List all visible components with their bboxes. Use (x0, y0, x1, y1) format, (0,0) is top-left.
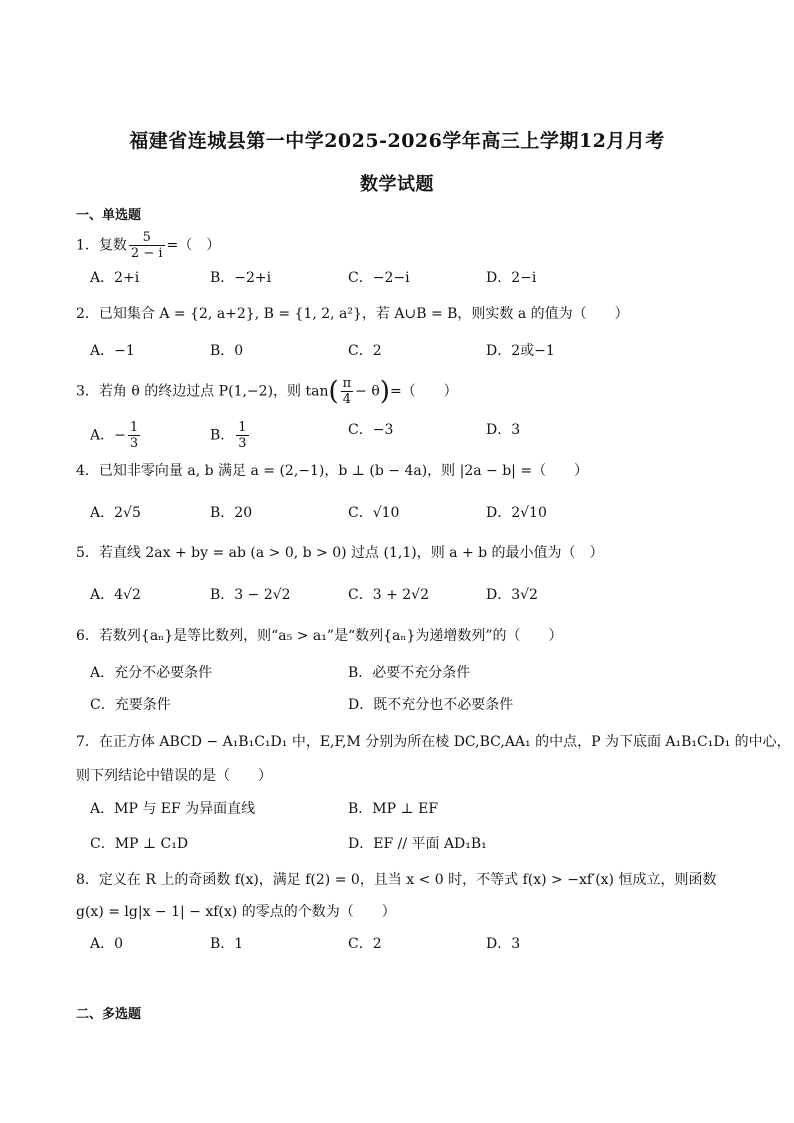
q1-option-b[interactable]: B．−2+i (210, 270, 272, 286)
q2-option-c[interactable]: C．2 (348, 343, 382, 359)
question-3-fraction (341, 376, 354, 407)
question-8-stem-line2: g(x) = lg|x − 1| − xf(x) 的零点的个数为（ ） (76, 904, 396, 920)
question-1-options (90, 268, 730, 288)
fraction-numerator: 5 (129, 230, 165, 246)
question-5-stem: 5．若直线 2ax + by = ab (a > 0, b > 0) 过点 (1,1)，则 a + b 的最小值为（ ） (76, 545, 604, 561)
q4-option-a[interactable]: A．2√5 (90, 505, 141, 521)
q6-option-b[interactable]: B．必要不充分条件 (348, 665, 471, 681)
fraction-numerator: 1 (129, 420, 139, 435)
q8-option-c[interactable]: C．2 (348, 936, 382, 952)
question-1-suffix: =（ ） (166, 237, 221, 254)
section-heading-single-choice: 一、单选题 (76, 208, 142, 223)
q1-option-d[interactable]: D．2−i (486, 270, 537, 286)
question-6-options-row1 (90, 663, 730, 683)
question-3-stem (76, 376, 458, 407)
q5-option-b[interactable]: B．3 − 2√2 (210, 587, 291, 603)
q1-option-a[interactable]: A．2+i (90, 270, 140, 286)
q3-option-c[interactable]: C．−3 (348, 422, 394, 438)
q8-option-b[interactable]: B．1 (210, 936, 244, 952)
exam-title: 福建省连城县第一中学2025-2026学年高三上学期12月月考 (129, 130, 665, 152)
q3-option-b-fraction (236, 420, 248, 451)
q7-option-d[interactable]: D．EF // 平面 AD₁B₁ (348, 836, 487, 852)
q2-option-d[interactable]: D．2或−1 (486, 343, 555, 359)
question-8-options (90, 934, 730, 954)
open-paren: ( (328, 376, 339, 407)
q5-option-d[interactable]: D．3√2 (486, 587, 538, 603)
q3-option-a-fraction (128, 420, 140, 451)
fraction-denominator: 3 (129, 436, 139, 451)
q4-option-b[interactable]: B．20 (210, 505, 253, 521)
question-7-options-row2 (90, 834, 730, 854)
q6-option-a[interactable]: A．充分不必要条件 (90, 665, 213, 681)
question-1-fraction (129, 230, 165, 261)
q7-option-b[interactable]: B．MP ⊥ EF (348, 801, 439, 817)
question-1-prefix: 1．复数 (76, 237, 127, 254)
q3-option-b[interactable] (210, 420, 251, 451)
q8-option-a[interactable]: A．0 (90, 936, 124, 952)
q5-option-a[interactable]: A．4√2 (90, 587, 141, 603)
q2-option-a[interactable]: A．−1 (90, 343, 135, 359)
fraction-denominator: 4 (342, 392, 352, 407)
question-8-stem-line1: 8．定义在 R 上的奇函数 f(x)，满足 f(2) = 0，且当 x < 0 时，不等式 f(x) > −xf′(x) 恒成立，则函数 (76, 872, 717, 888)
question-3-prefix: 3．若角 θ 的终边过点 P(1,−2)，则 tan (76, 383, 329, 400)
q5-option-c[interactable]: C．3 + 2√2 (348, 587, 429, 603)
question-3-suffix: =（ ） (389, 383, 458, 400)
q7-option-c[interactable]: C．MP ⊥ C₁D (90, 836, 189, 852)
question-4-options (90, 503, 730, 523)
fraction-denominator: 2 − i (130, 246, 163, 261)
exam-subtitle: 数学试题 (360, 174, 434, 195)
question-2-stem: 2．已知集合 A = {2, a+2}, B = {1, 2, a²}，若 A∪B = B，则实数 a 的值为（ ） (76, 306, 629, 322)
question-7-stem-line2: 则下列结论中错误的是（ ） (76, 768, 272, 784)
q2-option-b[interactable]: B．0 (210, 343, 244, 359)
close-paren: ) (379, 376, 390, 407)
question-5-options (90, 585, 730, 605)
fraction-denominator: 3 (238, 436, 247, 451)
question-4-stem: 4．已知非零向量 a, b 满足 a = (2,−1)，b ⊥ (b − 4a)，则 |2a − b| =（ ） (76, 463, 589, 479)
q8-option-d[interactable]: D．3 (486, 936, 521, 952)
q3-option-d[interactable]: D．3 (486, 422, 521, 438)
q3-option-a[interactable] (90, 420, 142, 451)
question-2-options (90, 341, 730, 361)
fraction-numerator: 1 (238, 420, 247, 435)
q3-option-b-label: B． (210, 427, 235, 444)
q6-option-d[interactable]: D．既不充分也不必要条件 (348, 697, 514, 713)
question-1-stem (76, 230, 220, 261)
q4-option-d[interactable]: D．2√10 (486, 505, 547, 521)
q6-option-c[interactable]: C．充要条件 (90, 697, 171, 713)
question-6-options-row2 (90, 695, 730, 715)
q4-option-c[interactable]: C．√10 (348, 505, 400, 521)
question-7-stem-line1: 7．在正方体 ABCD − A₁B₁C₁D₁ 中，E,F,M 分别为所在棱 DC,BC,AA₁ 的中点，P 为下底面 A₁B₁C₁D₁ 的中心， (76, 734, 791, 750)
question-6-stem: 6．若数列{aₙ}是等比数列，则“a₅ > a₁”是“数列{aₙ}为递增数列”的（ ） (76, 628, 563, 644)
section-heading-multiple-choice: 二、多选题 (76, 1007, 142, 1022)
q7-option-a[interactable]: A．MP 与 EF 为异面直线 (90, 801, 256, 817)
q1-option-c[interactable]: C．−2−i (348, 270, 410, 286)
q3-option-a-label: A．− (90, 427, 126, 444)
fraction-numerator: π (342, 376, 352, 391)
question-3-mid: − θ (355, 383, 380, 400)
question-7-options-row1 (90, 799, 730, 819)
question-3-options (90, 420, 730, 451)
